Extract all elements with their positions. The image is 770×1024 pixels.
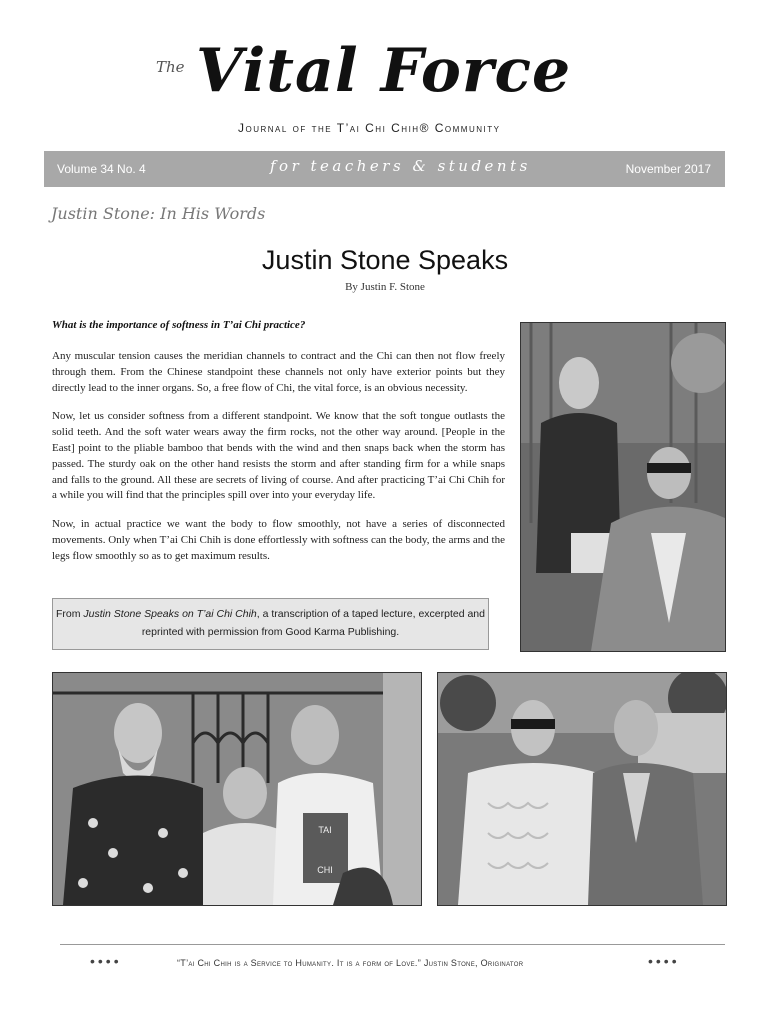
article-title: Justin Stone Speaks (261, 245, 509, 275)
masthead-subtitle: Journal of the T’ai Chi Chih® Community (238, 121, 501, 135)
byline: By Justin F. Stone (345, 281, 425, 293)
photo-three-people (52, 672, 422, 906)
shirt-text-tai: TAI (318, 825, 332, 835)
photo-two-men-standing (437, 672, 727, 906)
callout-prefix: From (56, 608, 84, 620)
interview-question: What is the importance of softness in T’ai Chi practice? (52, 319, 306, 331)
paragraph: Now, let us consider softness from a different standpoint. We know that the soft tongue outlasts the solid teeth. And the soft water wears away the firm rocks, not the other way around. [People in the East] point to the pliable bamboo that bends with the wind and then snaps back when the storm has passed. The sturdy oak on the other hand resists the storm and after standing firm for a while snaps and falls to the ground. All these are secrets of living of course. And after practicing T’ai Chi Chih for a while you will find that the principles spill over into your everyday life. (52, 410, 505, 502)
callout-text: , a transcription of a taped lecture, excerpted and reprinted with permission from Good Karma Publishing. (141, 608, 485, 638)
paragraph: Now, in actual practice we want the body to flow smoothly, not have a series of disconnected movements. Only when T’ai Chi Chih is done effortlessly with softness can the body, the arms and the legs flow smoothly so as to get maximum results. (52, 518, 505, 562)
issue-banner (44, 151, 725, 187)
footer-quote: “T’ai Chi Chih is a Service to Humanity. It is a form of Love.” Justin Stone, Originator (177, 958, 524, 968)
masthead-title: Vital Force (196, 36, 572, 106)
section-kicker: Justin Stone: In His Words (51, 204, 266, 223)
volume-label: Volume 34 No. 4 (57, 162, 146, 176)
footer-dots-left: •••• (90, 953, 122, 969)
masthead-the: The (156, 58, 185, 76)
issue-date: November 2017 (625, 162, 711, 176)
banner-tagline: for teachers & students (270, 157, 531, 175)
footer-divider (60, 944, 725, 945)
source-callout (52, 598, 489, 650)
paragraph: Any muscular tension causes the meridian channels to contract and the Chi can then not flow freely through them. From the Chinese standpoint these channels not only have exterior points but they directly lead to the inner organs. So, a free flow of Chi, the vital force, is an obvious necessity. (52, 350, 505, 394)
shirt-text-chi: CHI (317, 865, 333, 875)
photo-two-men-fence (520, 322, 726, 652)
footer-dots-right: •••• (648, 953, 680, 969)
callout-source-title: Justin Stone Speaks on T’ai Chi Chih (83, 608, 257, 620)
article-body (52, 349, 505, 578)
